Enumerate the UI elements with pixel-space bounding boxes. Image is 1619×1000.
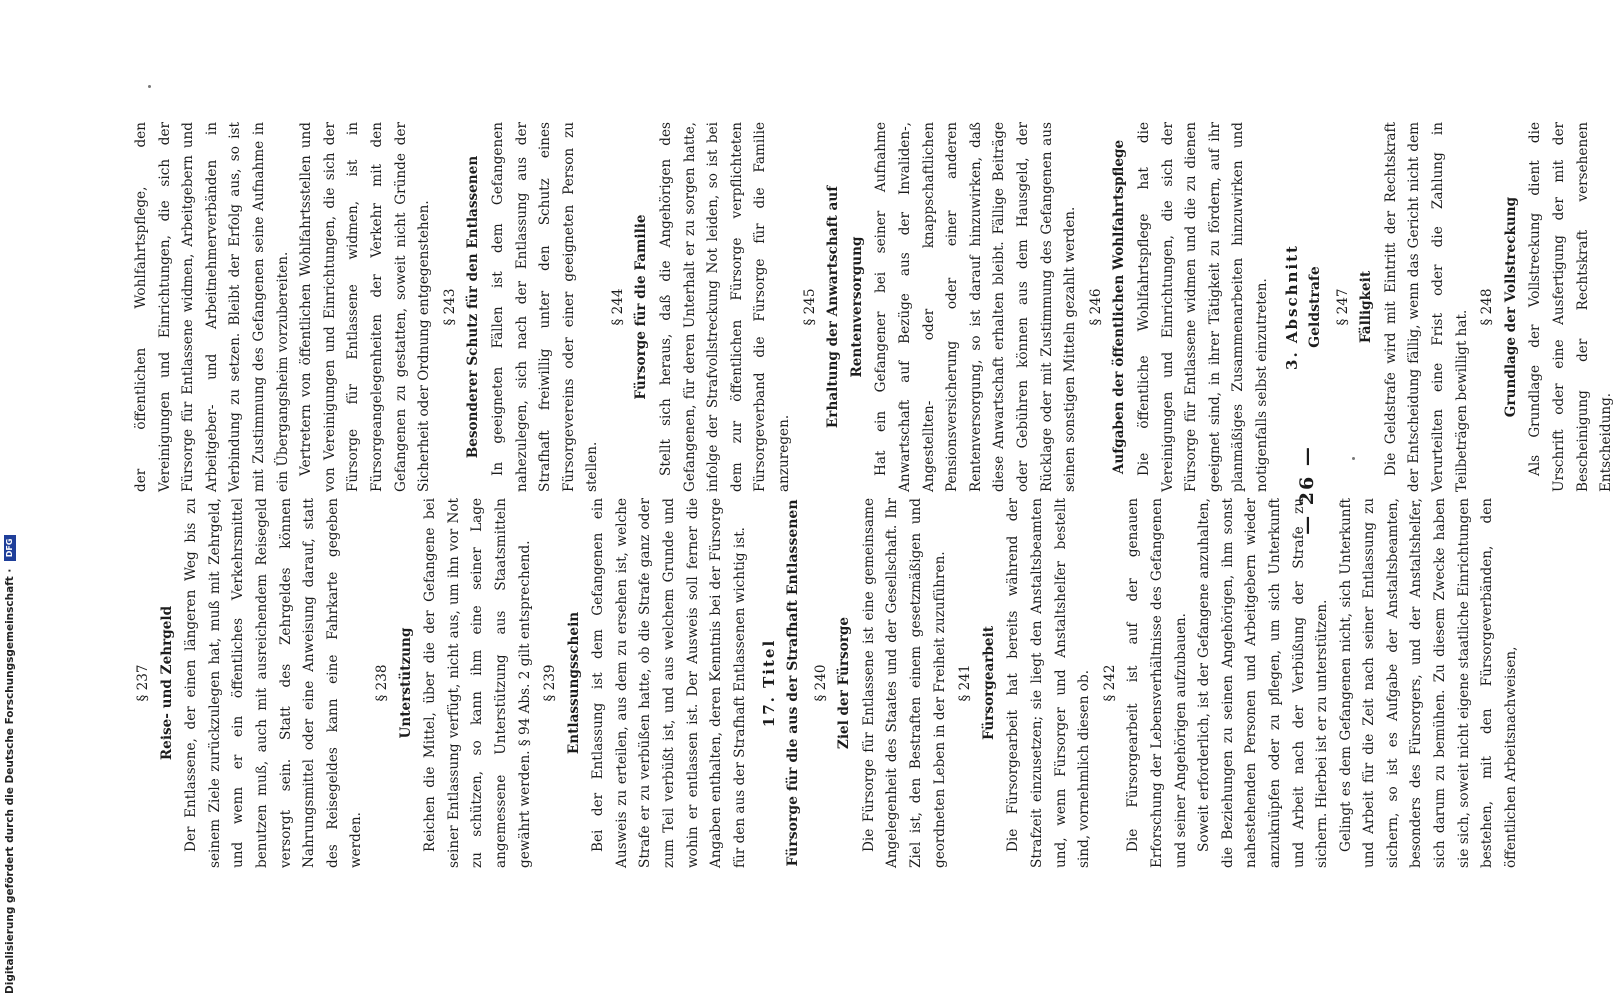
scan-speck <box>1352 457 1355 460</box>
paragraph: Die öffentliche Wohlfahrtspflege hat die Vereinigungen und Einrichtungen, die sich der Fürsorge für Entlassene widmen und die zu dienen geeignet sind, in ihrer Tätigkeit zu fördern, auf ihr planmäßiges Zusammenarbeiten hinzuwirken und notigenfalls selbst einzutreten. <box>1135 122 1270 492</box>
section-number: § 241 <box>957 664 974 702</box>
page-number: — 26 — <box>1296 445 1318 535</box>
paragraph: Die Fürsorgearbeit ist auf der genauen Erforschung der Lebensverhältnisse des Gefangenen und seiner Angehörigen aufzubauen. <box>1125 498 1189 868</box>
digitization-footer <box>4 4 16 994</box>
section-heading: Besonderer Schutz für den Entlassenen <box>465 155 482 459</box>
dfg-logo-icon: DFG <box>4 535 16 561</box>
section-number: § 238 <box>373 664 390 702</box>
section-number: § 244 <box>609 288 626 326</box>
section-heading: Fürsorgearbeit <box>980 625 997 741</box>
title-heading: 17. Titel <box>760 638 779 728</box>
section-heading: Fälligkeit <box>1358 270 1375 344</box>
section-heading: Aufgaben der öffentlichen Wohlfahrtspflege <box>1111 139 1128 475</box>
section-heading: Fürsorge für die Familie <box>633 214 650 400</box>
section-number: § 243 <box>441 288 458 326</box>
paragraph: Gelingt es dem Gefangenen nicht, sich Unterkunft und Arbeit für die Zeit nach seiner Entlassung zu sichern, so ist es Aufgabe der Anstaltsbeamten, besonders des Fürsorgers, und der Anstaltshelfer, sich darum zu bemühen. Zu diesem Zwecke haben sie sich, soweit nicht eigene staatliche Einrichtungen bestehen, mit den Fürsorgeverbänden, den öffentlichen Arbeitsnachweisen, <box>1337 498 1519 868</box>
paragraph: In geeigneten Fällen ist dem Gefangenen nahezulegen, sich nach der Entlassung aus der Strafhaft freiwillig unter den Schutz eines Fürsorgevereins oder einer geeigneten Person zu stellen. <box>489 122 601 492</box>
section-number: § 240 <box>812 664 829 702</box>
chapter-subheading: Geldstrafe <box>1307 266 1324 348</box>
chapter-heading: 3. Abschnitt <box>1282 244 1301 370</box>
section-heading: Unterstützung <box>397 627 414 739</box>
paragraph: Die Geldstrafe wird mit Eintritt der Rechtskraft der Entscheidung fällig, wenn das Gericht nicht dem Verurteilten eine Frist oder die Zahlung in Teilbeträgen bewilligt hat. <box>1382 122 1470 492</box>
paragraph: Bei der Entlassung ist dem Gefangenen ein Ausweis zu erteilen, aus dem zu ersehen ist, welche Strafe er zu verbüßen hatte, ob die Strafe ganz oder zum Teil verbüßt ist, und aus welchem Grunde und wohin er entlassen ist. Der Ausweis soll ferner die Angaben enthalten, deren Kenntnis bei der Fürsorge für den aus der Strafhaft Entlassenen wichtig ist. <box>590 498 748 868</box>
section-number: § 246 <box>1087 288 1104 326</box>
paragraph: Hat ein Gefangener bei seiner Aufnahme Anwartschaft auf Bezüge aus der Invaliden-, Angestellten- oder knappschaftlichen Pensionsversicherung oder einer anderen Rentenversorgung, so ist darauf hinzuwirken, daß diese Anwartschaft erhalten bleibt. Fällige Beiträge oder Gebühren können aus dem Hausgeld, der Rücklage oder mit Zustimmung des Gefangenen aus seinen sonstigen Mitteln gezahlt werden. <box>873 122 1079 492</box>
section-number: § 239 <box>542 664 559 702</box>
section-heading: Erhaltung der Anwartschaft auf Rentenversorgung <box>825 185 865 429</box>
paragraph: der öffentlichen Wohlfahrtspflege, den Vereinigungen und Einrichtungen, die sich der Fürsorge für Entlassene widmen, Arbeitgebern und Arbeitgeber- und Arbeitnehmerverbänden in Verbindung zu setzen. Bleibt der Erfolg aus, so ist mit Zustimmung des Gefangenen seine Aufnahme in ein Übergangsheim vorzubereiten. <box>133 122 291 492</box>
section-heading: Reise- und Zehrgeld <box>158 605 175 761</box>
paragraph: Als Grundlage der Vollstreckung dient die Urschrift oder eine Ausfertigung der mit der Bescheinigung der Rechtskraft versehenen Entscheidung. <box>1527 122 1615 492</box>
paragraph: Soweit erforderlich, ist der Gefangene anzuhalten, die Beziehungen zu seinen Angehörigen, ihm sonst nahestehenden Personen und Arbeitgebern wieder anzuknüpfen oder zu pflegen, um sich Unterkunft und Arbeit nach der Verbüßung der Strafe zu sichern. Hierbei ist er zu unterstützen. <box>1196 498 1331 868</box>
section-number: § 237 <box>135 664 151 702</box>
paragraph: Die Fürsorge für Entlassene ist eine gemeinsame Angelegenheit des Staates und der Gesellschaft. Ihr Ziel ist, den Bestraften einem gesetzmäßigen und geordneten Leben in der Freiheit zuzuführen. <box>860 498 948 868</box>
text-column-left <box>130 498 1523 868</box>
text-column-right <box>130 122 1619 492</box>
title-subheading: Fürsorge für die aus der Strafhaft Entlassenen <box>785 499 802 867</box>
section-number: § 245 <box>801 288 818 326</box>
scan-speck <box>148 85 151 88</box>
paragraph: Vertretern von öffentlichen Wohlfahrtsstellen und von Vereinigungen und Einrichtungen, die sich der Fürsorge für Entlassene widmen, ist in Fürsorgeangelegenheiten der Verkehr mit den Gefangenen zu gestatten, soweit nicht Gründe der Sicherheit oder Ordnung entgegenstehen. <box>298 122 433 492</box>
section-heading: Ziel der Fürsorge <box>836 616 853 750</box>
section-number: § 242 <box>1101 664 1118 702</box>
section-number: § 248 <box>1479 288 1496 326</box>
section-heading: Grundlage der Vollstreckung <box>1502 196 1519 418</box>
paragraph: Die Fürsorgearbeit hat bereits während der Strafzeit einzusetzen; sie liegt den Anstaltsbeamten und, wenn Fürsorger und Anstaltshelfer bestellt sind, vornehmlich diesen ob. <box>1005 498 1093 868</box>
section-heading: Entlassungsschein <box>565 611 582 755</box>
paragraph: Stellt sich heraus, daß die Angehörigen des Gefangenen, für deren Unterhalt er zu sorgen hatte, infolge der Strafvollstreckung Not leiden, so ist bei dem zur öffentlichen Fürsorge verpflichteten Fürsorgeverband die Fürsorge für die Familie anzuregen. <box>658 122 793 492</box>
footer-text: Digitalisierung gefördert durch die Deutsche Forschungsgemeinschaft · <box>4 568 16 994</box>
paragraph: Der Entlassene, der einen längeren Weg bis zu seinem Ziele zurückzulegen hat, muß mit Zehrgeld, und wenn er ein öffentliches Verkehrsmittel benutzen muß, auch mit ausreichendem Reisegeld versorgt sein. Statt des Zehrgeldes können Nahrungsmittel oder eine Anweisung darauf, statt des Reisegeldes kann eine Fahrkarte gegeben werden. <box>183 498 365 868</box>
paragraph: Reichen die Mittel, über die der Gefangene bei seiner Entlassung verfügt, nicht aus, um ihn vor Not zu schützen, so kann ihm eine seiner Lage angemessene Unterstützung aus Staatsmitteln gewährt werden. § 94 Abs. 2 gilt entsprechend. <box>422 498 533 868</box>
section-number: § 247 <box>1334 288 1351 326</box>
